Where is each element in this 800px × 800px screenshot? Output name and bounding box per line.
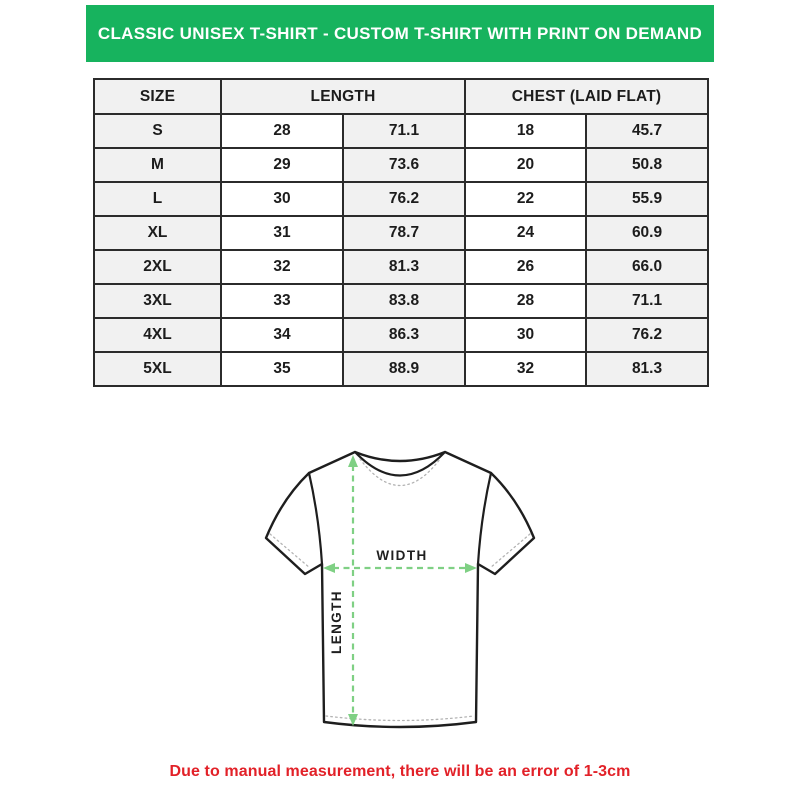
chest-cm-cell: 81.3 bbox=[586, 352, 708, 386]
length-inches-cell: 35 bbox=[221, 352, 343, 386]
size-table-row bbox=[94, 284, 708, 318]
size-table-row bbox=[94, 250, 708, 284]
chest-inches-cell: 26 bbox=[465, 250, 586, 284]
page-title: CLASSIC UNISEX T-SHIRT - CUSTOM T-SHIRT WITH PRINT ON DEMAND bbox=[97, 23, 703, 43]
column-header-chest: CHEST (LAID FLAT) bbox=[465, 79, 708, 114]
size-label-cell: 4XL bbox=[94, 318, 221, 352]
size-table bbox=[93, 78, 709, 387]
table-header-row bbox=[94, 79, 708, 114]
column-header-size: SIZE bbox=[94, 79, 221, 114]
title-banner bbox=[86, 5, 714, 62]
chest-inches-cell: 20 bbox=[465, 148, 586, 182]
length-cm-cell: 76.2 bbox=[343, 182, 465, 216]
size-label-cell: XL bbox=[94, 216, 221, 250]
size-label-cell: 2XL bbox=[94, 250, 221, 284]
chest-inches-cell: 22 bbox=[465, 182, 586, 216]
chest-cm-cell: 71.1 bbox=[586, 284, 708, 318]
column-header-length: LENGTH bbox=[221, 79, 465, 114]
size-table-body bbox=[94, 114, 708, 386]
length-cm-cell: 71.1 bbox=[343, 114, 465, 148]
size-label-cell: L bbox=[94, 182, 221, 216]
length-inches-cell: 29 bbox=[221, 148, 343, 182]
chest-inches-cell: 24 bbox=[465, 216, 586, 250]
length-cm-cell: 86.3 bbox=[343, 318, 465, 352]
chest-inches-cell: 28 bbox=[465, 284, 586, 318]
length-cm-cell: 73.6 bbox=[343, 148, 465, 182]
chest-cm-cell: 66.0 bbox=[586, 250, 708, 284]
chest-inches-cell: 30 bbox=[465, 318, 586, 352]
chest-cm-cell: 55.9 bbox=[586, 182, 708, 216]
length-label: LENGTH bbox=[329, 590, 344, 654]
length-inches-cell: 28 bbox=[221, 114, 343, 148]
size-table-row bbox=[94, 148, 708, 182]
length-cm-cell: 83.8 bbox=[343, 284, 465, 318]
length-cm-cell: 88.9 bbox=[343, 352, 465, 386]
size-label-cell: S bbox=[94, 114, 221, 148]
measurement-note: Due to manual measurement, there will be an error of 1-3cm bbox=[169, 763, 631, 780]
length-inches-cell: 32 bbox=[221, 250, 343, 284]
length-cm-cell: 81.3 bbox=[343, 250, 465, 284]
size-label-cell: 5XL bbox=[94, 352, 221, 386]
length-inches-cell: 30 bbox=[221, 182, 343, 216]
width-label: WIDTH bbox=[376, 548, 428, 563]
size-label-cell: 3XL bbox=[94, 284, 221, 318]
size-table-row bbox=[94, 182, 708, 216]
size-label-cell: M bbox=[94, 148, 221, 182]
length-inches-cell: 34 bbox=[221, 318, 343, 352]
chest-cm-cell: 60.9 bbox=[586, 216, 708, 250]
length-inches-cell: 31 bbox=[221, 216, 343, 250]
chest-inches-cell: 18 bbox=[465, 114, 586, 148]
length-inches-cell: 33 bbox=[221, 284, 343, 318]
tshirt-graphic bbox=[250, 437, 550, 747]
size-table-row bbox=[94, 216, 708, 250]
chest-cm-cell: 50.8 bbox=[586, 148, 708, 182]
size-table-row bbox=[94, 114, 708, 148]
length-cm-cell: 78.7 bbox=[343, 216, 465, 250]
tshirt-measurement-diagram bbox=[250, 437, 550, 747]
chest-cm-cell: 45.7 bbox=[586, 114, 708, 148]
size-table-row bbox=[94, 352, 708, 386]
size-table-row bbox=[94, 318, 708, 352]
tshirt-outline bbox=[266, 452, 534, 727]
chest-inches-cell: 32 bbox=[465, 352, 586, 386]
chest-cm-cell: 76.2 bbox=[586, 318, 708, 352]
